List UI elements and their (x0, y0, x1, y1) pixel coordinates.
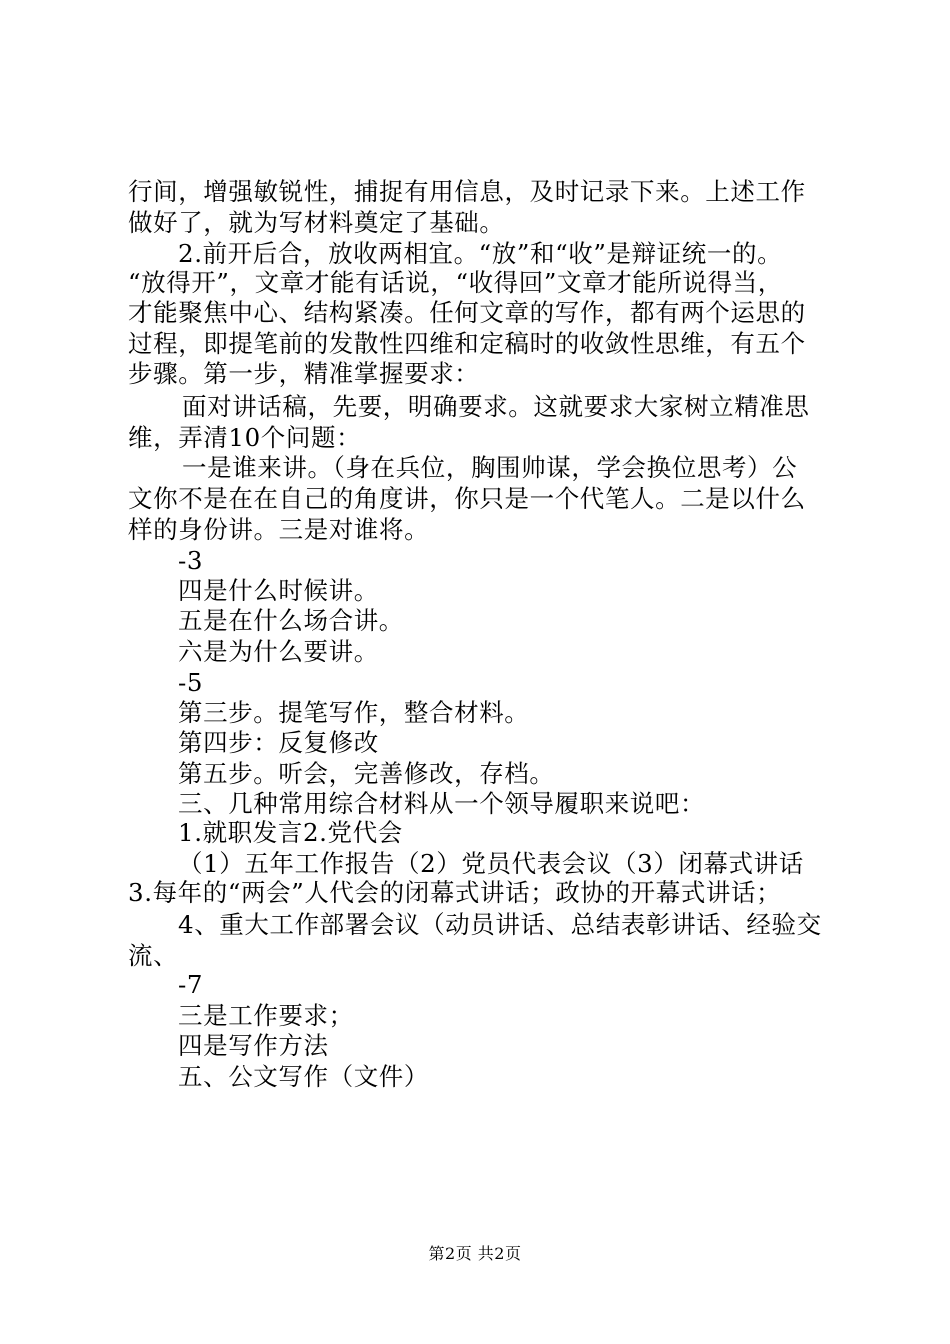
text-line: 三、几种常用综合材料从一个领导履职来说吧： (178, 789, 706, 818)
text-line: 四是什么时候讲。 (178, 576, 379, 605)
text-line: “放得开”，文章才能有话说，“收得回”文章才能所说得当， (128, 268, 783, 297)
text-line: 流、 (128, 941, 179, 970)
text-line: 4、重大工作部署会议（动员讲话、总结表彰讲话、经验交 (178, 910, 822, 939)
text-line: 文你不是在在自己的角度讲，你只是一个代笔人。二是以什么 (128, 484, 806, 513)
page-marker: -3 (178, 546, 204, 575)
text-line: 做好了，就为写材料奠定了基础。 (128, 208, 505, 237)
text-line: 六是为什么要讲。 (178, 637, 379, 666)
text-line: 3.每年的“两会”人代会的闭幕式讲话；政协的开幕式讲话； (128, 878, 782, 907)
page-marker: -7 (178, 970, 204, 999)
page-marker: -5 (178, 668, 204, 697)
text-line: 过程，即提笔前的发散性四维和定稿时的收敛性思维，有五个 (128, 329, 806, 358)
text-line: 五是在什么场合讲。 (178, 606, 404, 635)
text-line: 第四步：反复修改 (178, 728, 379, 757)
text-line: 样的身份讲。三是对谁将。 (128, 515, 430, 544)
text-line: 才能聚焦中心、结构紧凑。任何文章的写作，都有两个运思的 (128, 298, 806, 327)
text-line: 行间，增强敏锐性，捕捉有用信息，及时记录下来。上述工作 (128, 177, 806, 206)
text-line: 四是写作方法 (178, 1031, 329, 1060)
text-line: 第五步。听会，完善修改，存档。 (178, 759, 555, 788)
text-line: 1.就职发言2.党代会 (178, 818, 403, 847)
text-line: （1）五年工作报告（2）党员代表会议（3）闭幕式讲话 (178, 849, 804, 878)
text-line: 步骤。第一步，精准掌握要求： (128, 359, 480, 388)
text-line: 三是工作要求； (178, 1001, 354, 1030)
text-line: 五、公文写作（文件） (178, 1062, 429, 1091)
text-line: 维，弄清10个问题： (128, 423, 362, 452)
page-footer: 第2页 共2页 (428, 1244, 522, 1263)
text-line: 2.前开后合，放收两相宜。“放”和“收”是辩证统一的。 (178, 239, 783, 268)
text-line: 一是谁来讲。（身在兵位，胸围帅谋，学会换位思考）公 (182, 453, 798, 482)
text-line: 第三步。提笔写作，整合材料。 (178, 698, 530, 727)
text-line: 面对讲话稿，先要，明确要求。这就要求大家树立精准思 (182, 392, 810, 421)
